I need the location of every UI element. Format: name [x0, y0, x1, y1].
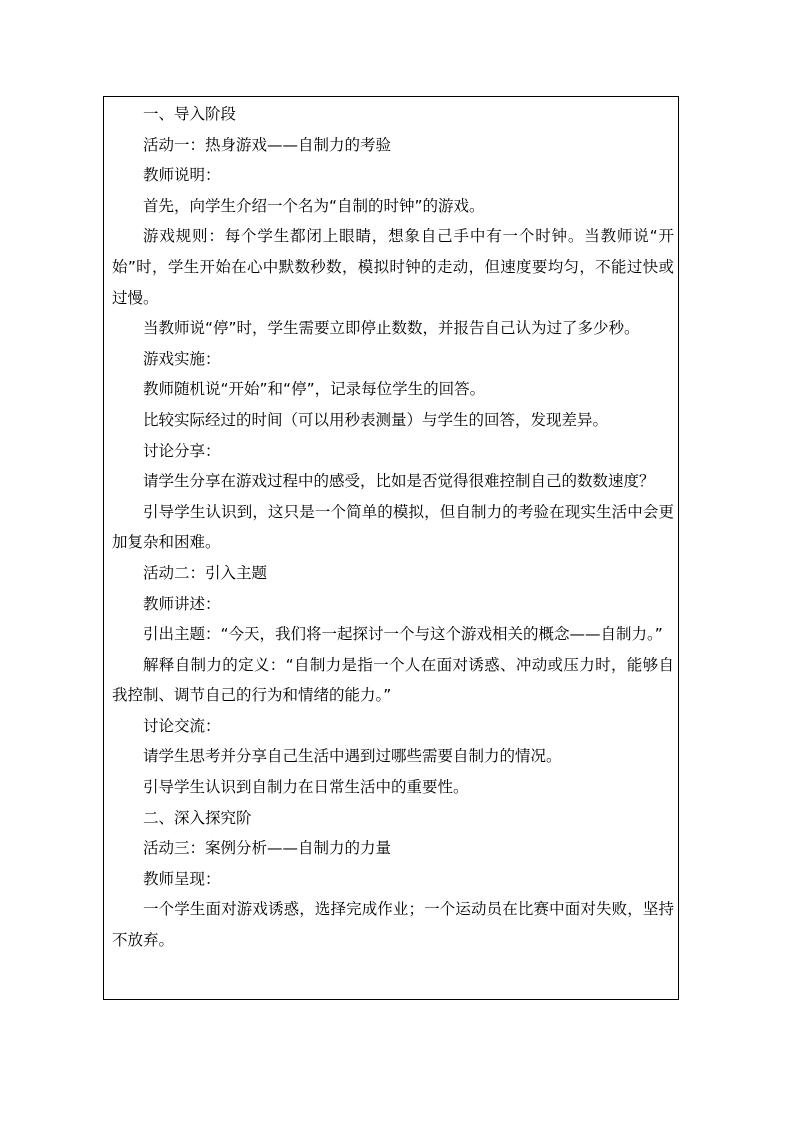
paragraph: 请学生分享在游戏过程中的感受，比如是否觉得很难控制自己的数数速度？ — [143, 472, 655, 491]
section-heading-intro: 一、导入阶段 — [143, 105, 237, 123]
paragraph: 教师随机说“开始”和“停”，记录每位学生的回答。 — [143, 380, 486, 399]
document-table-cell — [103, 96, 679, 1000]
section-heading-exploration: 二、深入探究阶 — [143, 808, 252, 827]
subheading-game-implementation: 游戏实施： — [143, 349, 221, 368]
activity-heading-1: 活动一：热身游戏——自制力的考验 — [143, 135, 392, 154]
paragraph: 解释自制力的定义：“自制力是指一个人在面对诱惑、冲动或压力时，能够自我控制、调节自己的行为和情绪的能力。” — [112, 655, 674, 705]
subheading-teacher-presentation: 教师呈现： — [143, 869, 221, 888]
paragraph: 引导学生认识到自制力在日常生活中的重要性。 — [143, 778, 469, 797]
paragraph: 引出主题：“今天，我们将一起探讨一个与这个游戏相关的概念——自制力。” — [143, 625, 663, 644]
document-content — [112, 99, 674, 956]
activity-heading-2: 活动二：引入主题 — [143, 563, 268, 582]
subheading-discussion-sharing: 讨论分享： — [143, 441, 221, 460]
paragraph: 请学生思考并分享自己生活中遇到过哪些需要自制力的情况。 — [143, 747, 562, 766]
subheading-teacher-narration: 教师讲述： — [143, 594, 221, 613]
paragraph: 引导学生认识到，这只是一个简单的模拟，但自制力的考验在现实生活中会更加复杂和困难。 — [112, 502, 674, 552]
subheading-discussion-exchange: 讨论交流： — [143, 716, 221, 735]
paragraph: 当教师说“停”时，学生需要立即停止数数，并报告自己认为过了多少秒。 — [143, 319, 640, 338]
paragraph: 一个学生面对游戏诱惑，选择完成作业；一个运动员在比赛中面对失败，坚持不放弃。 — [112, 900, 674, 950]
activity-heading-3: 活动三：案例分析——自制力的力量 — [143, 839, 392, 858]
paragraph: 首先，向学生介绍一个名为“自制的时钟”的游戏。 — [143, 196, 485, 215]
paragraph: 游戏规则：每个学生都闭上眼睛，想象自己手中有一个时钟。当教师说“开始”时，学生开始在心中默数秒数，模拟时钟的走动，但速度要均匀，不能过快或过慢。 — [112, 227, 674, 307]
paragraph: 比较实际经过的时间（可以用秒表测量）与学生的回答，发现差异。 — [143, 410, 609, 429]
subheading-teacher-explanation: 教师说明： — [143, 166, 221, 185]
